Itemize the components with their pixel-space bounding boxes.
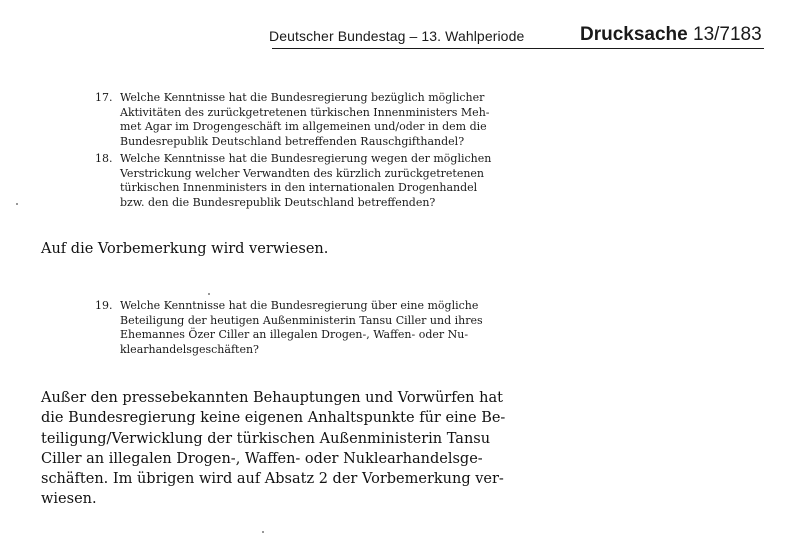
- document-number: [580, 24, 762, 46]
- scan-speck: [262, 531, 264, 533]
- answer-line: Ciller an illegalen Drogen-, Waffen- oder Nuklearhandelsge-: [41, 450, 483, 467]
- answer-line: schäften. Im übrigen wird auf Absatz 2 der Vorbemerkung ver-: [41, 471, 504, 488]
- scan-speck: [16, 203, 18, 205]
- question-line: Aktivitäten des zurückgetretenen türkischen Innenministers Meh-: [120, 105, 490, 119]
- question-text: [120, 91, 500, 149]
- document-number-value: 13/7183: [693, 24, 762, 45]
- question-number: 17.: [95, 91, 113, 104]
- question-line: klearhandelsgeschäften?: [120, 342, 259, 356]
- question-line: Welche Kenntnisse hat die Bundesregierung wegen der möglichen: [120, 152, 492, 165]
- question-text: [120, 152, 500, 210]
- question-line: Verstrickung welcher Verwandten des kürzlich zurückgetretenen: [120, 166, 485, 180]
- header-title: Deutscher Bundestag – 13. Wahlperiode: [269, 28, 525, 44]
- answer-line: Außer den pressebekannten Behauptungen und Vorwürfen hat: [41, 390, 503, 406]
- question-line: Welche Kenntnisse hat die Bundesregierung bezüglich möglicher: [120, 91, 485, 104]
- question-line: met Agar im Drogengeschäft im allgemeinen und/oder in dem die: [120, 120, 487, 133]
- question-line: bzw. den die Bundesrepublik Deutschland betreffenden?: [120, 195, 436, 209]
- answer-line: Auf die Vorbemerkung wird verwiesen.: [41, 241, 329, 257]
- answer-line: die Bundesregierung keine eigenen Anhaltspunkte für eine Be-: [41, 410, 506, 427]
- question-line: Ehemannes Özer Ciller an illegalen Drogen-, Waffen- oder Nu-: [120, 328, 469, 341]
- question-line: türkischen Innenministers in den internationalen Drogenhandel: [120, 181, 478, 194]
- page-header: [0, 0, 800, 60]
- scan-speck: [208, 293, 210, 295]
- question-line: Bundesrepublik Deutschland betreffenden Rauschgifthandel?: [120, 134, 465, 148]
- question-line: Beteiligung der heutigen Außenministerin Tansu Ciller und ihres: [120, 313, 483, 327]
- answer-short: [41, 240, 328, 258]
- question-text: [120, 299, 500, 357]
- question-number: 19.: [95, 299, 113, 312]
- answer-line: wiesen.: [41, 491, 97, 508]
- document-number-label: Drucksache: [580, 24, 688, 45]
- question-line: Welche Kenntnisse hat die Bundesregierung über eine mögliche: [120, 299, 479, 312]
- header-rule: [272, 48, 764, 49]
- answer-line: teiligung/Verwicklung der türkischen Außenministerin Tansu: [41, 430, 491, 447]
- answer-paragraph: [41, 388, 511, 510]
- question-number: 18.: [95, 152, 113, 165]
